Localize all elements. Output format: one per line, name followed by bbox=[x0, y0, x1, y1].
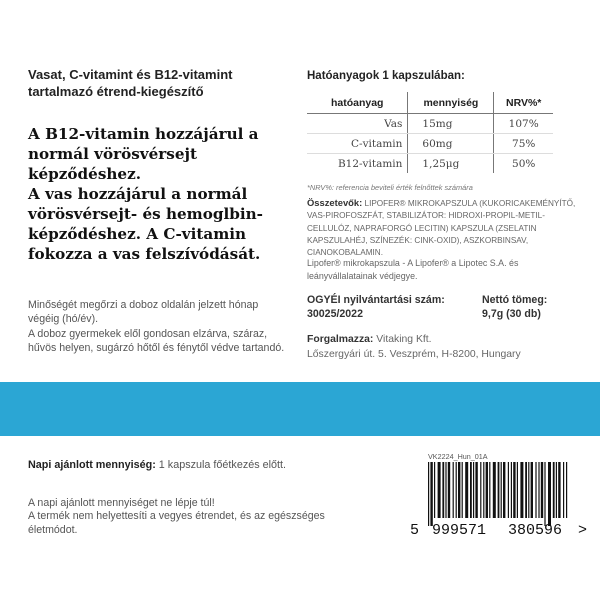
barcode-digits-left: 999571 bbox=[432, 522, 487, 539]
barcode-bar bbox=[430, 462, 432, 526]
table-row bbox=[307, 114, 553, 134]
trademark-note: Lipofer® mikrokapszula - A Lipofer® a Lipotec S.A. és leányvállalatainak védjegye. bbox=[307, 258, 519, 281]
warning-dose: A napi ajánlott mennyiséget ne lépje túl! bbox=[28, 497, 215, 509]
warnings bbox=[28, 497, 328, 537]
barcode-icon bbox=[425, 462, 571, 526]
barcode-bar bbox=[528, 462, 529, 518]
row-nrv: 50% bbox=[494, 154, 553, 174]
barcode-bar bbox=[513, 462, 515, 518]
composition bbox=[307, 197, 577, 259]
barcode-bar bbox=[475, 462, 477, 518]
barcode-digits bbox=[410, 522, 590, 540]
barcode-bar bbox=[428, 462, 429, 526]
barcode-end-marker: > bbox=[578, 522, 588, 539]
row-amount: 15mg bbox=[408, 114, 494, 134]
row-ingredient: C-vitamin bbox=[307, 134, 408, 154]
row-ingredient: Vas bbox=[307, 114, 408, 134]
barcode-bar bbox=[483, 462, 484, 518]
storage-instructions bbox=[28, 298, 290, 355]
table-header-row bbox=[307, 92, 553, 114]
table-row bbox=[307, 154, 553, 174]
barcode-bar bbox=[558, 462, 560, 518]
blue-band bbox=[0, 382, 600, 436]
barcode-bar bbox=[525, 462, 527, 518]
barcode-bar bbox=[541, 462, 543, 518]
barcode-bar bbox=[434, 462, 435, 518]
distributor-address: Lőszergyári út. 5. Veszprém, H-8200, Hungary bbox=[307, 349, 521, 360]
barcode-bar bbox=[465, 462, 468, 518]
header-amount: mennyiség bbox=[408, 92, 494, 114]
net-weight-label: Nettó tömeg: bbox=[482, 294, 548, 306]
barcode-bar bbox=[473, 462, 474, 518]
barcode-bar bbox=[535, 462, 536, 518]
composition-text: LIPOFER® MIKROKAPSZULA (KUKORICAKEMÉNYÍTŐ, VAS-PIROFOSZFÁT, STABILIZÁTOR: HIDROXI-PROPIL-METIL-CELLULÓZ, NAPRAFORGÓ LECITIN) KAPSZULA (ZSELATIN KAPSZULAHÉJ, SZÍNEZÉK: CINK-OXID), ASZKORBINSAV, CIANOKOBALAMIN. bbox=[307, 199, 576, 258]
barcode-bar bbox=[544, 462, 545, 526]
daily-dose-label: Napi ajánlott mennyiség: bbox=[28, 459, 156, 471]
ingredients-table bbox=[307, 92, 553, 173]
barcode-bar bbox=[480, 462, 481, 518]
storage-conditions: A doboz gyermekek elől gondosan elzárva, száraz, hűvös helyen, sugárzó hőtől és fénytől védve tartandó. bbox=[28, 327, 285, 354]
barcode-bar bbox=[503, 462, 505, 518]
header-nrv: NRV%* bbox=[494, 92, 553, 114]
barcode-bar bbox=[511, 462, 512, 518]
daily-dose bbox=[28, 459, 328, 471]
row-nrv: 107% bbox=[494, 114, 553, 134]
barcode-bar bbox=[493, 462, 496, 518]
row-amount: 1,25μg bbox=[408, 154, 494, 174]
barcode-bar bbox=[489, 462, 490, 518]
claim-iron: A vas hozzájárul a normál vörösvérsejt- és hemoglbin-képződéshez. A C-vitamin fokozza a vas felszívódását. bbox=[28, 185, 263, 263]
row-ingredient: B12-vitamin bbox=[337, 157, 403, 170]
barcode-bar bbox=[498, 462, 500, 518]
barcode-bar bbox=[520, 462, 523, 518]
row-amount: 60mg bbox=[408, 134, 494, 154]
registration-label: OGYÉI nyilvántartási szám: bbox=[307, 294, 445, 306]
net-weight-value: 9,7g (30 db) bbox=[482, 308, 541, 320]
barcode-bar bbox=[531, 462, 533, 518]
barcode-bar bbox=[517, 462, 518, 518]
distributor-label: Forgalmazza: bbox=[307, 334, 374, 345]
table-row bbox=[307, 134, 553, 154]
ingredients-table-title: Hatóanyagok 1 kapszulában: bbox=[307, 70, 465, 82]
distributor bbox=[307, 332, 587, 362]
barcode-bar bbox=[462, 462, 463, 518]
barcode-bar bbox=[538, 462, 539, 518]
claim-b12: A B12-vitamin hozzájárul a normál vörösvérsejt képződéshez. bbox=[28, 125, 259, 183]
barcode-bar bbox=[456, 462, 457, 518]
barcode-bar bbox=[470, 462, 472, 518]
barcode-bar bbox=[501, 462, 502, 518]
barcode-bar bbox=[548, 462, 551, 526]
barcode-digits-right: 380596 bbox=[508, 522, 563, 539]
barcode-bar bbox=[445, 462, 446, 518]
barcode-bar bbox=[438, 462, 441, 518]
barcode-bar bbox=[442, 462, 444, 518]
barcode-bar bbox=[556, 462, 557, 518]
barcode-bar bbox=[553, 462, 555, 518]
warning-diet: A termék nem helyettesíti a vegyes étrendet, és az egészséges életmódot. bbox=[28, 510, 325, 536]
barcode-bar bbox=[453, 462, 454, 518]
barcode-bar bbox=[458, 462, 460, 518]
composition-label: Összetevők: bbox=[307, 197, 363, 208]
barcode-digit-first: 5 bbox=[410, 522, 420, 539]
registration-number: 30025/2022 bbox=[307, 308, 363, 320]
product-code: VK2224_Hun_01A bbox=[428, 452, 488, 461]
product-title: Vasat, C-vitamint és B12-vitamint tartalmazó étrend-kiegészítő bbox=[28, 67, 233, 99]
barcode-bar bbox=[486, 462, 488, 518]
barcode-bar bbox=[508, 462, 509, 518]
header-ingredient: hatóanyag bbox=[307, 92, 408, 114]
barcode-bar bbox=[566, 462, 567, 518]
daily-dose-text: 1 kapszula főétkezés előtt. bbox=[158, 459, 287, 471]
health-claims bbox=[28, 124, 290, 264]
storage-expiry: Minőségét megőrzi a doboz oldalán jelzett hónap végéig (hó/év). bbox=[28, 299, 259, 326]
barcode-bar bbox=[448, 462, 450, 518]
row-nrv: 75% bbox=[494, 134, 553, 154]
distributor-name: Vitaking Kft. bbox=[376, 334, 432, 345]
barcode-bar bbox=[563, 462, 564, 518]
nrv-footnote: *NRV%: referencia beviteli érték felnőttek számára bbox=[307, 183, 473, 192]
